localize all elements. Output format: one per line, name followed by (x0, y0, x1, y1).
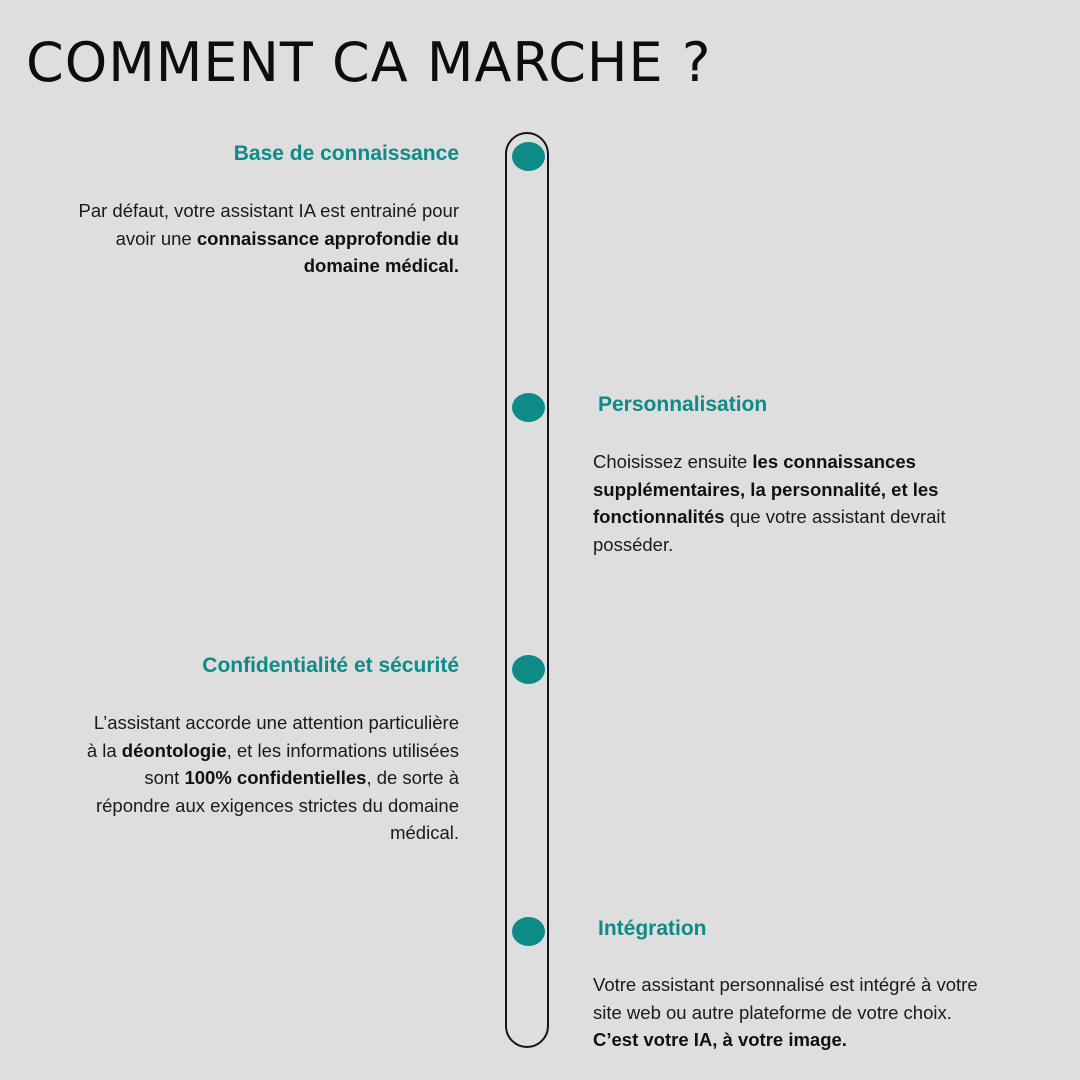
step-confidentialite-securite (79, 652, 459, 847)
step-description: Par défaut, votre assistant IA est entrainé pour avoir une connaissance approfondie du domaine médical. (78, 200, 459, 276)
step-personnalisation (593, 391, 988, 558)
step-description: Votre assistant personnalisé est intégré à votre site web ou autre plateforme de votre choix. C’est votre IA, à votre image. (593, 974, 978, 1050)
timeline-dot-2 (512, 393, 545, 422)
step-heading: Base de connaissance (233, 142, 459, 165)
step-heading: Confidentialité et sécurité (202, 654, 459, 677)
timeline-dot-4 (512, 917, 545, 946)
timeline-dot-1 (512, 142, 545, 171)
step-integration (593, 915, 983, 1054)
timeline-dot-3 (512, 655, 545, 684)
step-base-de-connaissance (59, 140, 459, 280)
step-heading: Intégration (598, 917, 707, 940)
step-description: L’assistant accorde une attention particulière à la déontologie, et les informations utilisées sont 100% confidentielles, de sorte à répondre aux exigences strictes du domaine médical. (86, 712, 459, 843)
step-heading: Personnalisation (598, 393, 768, 416)
timeline-track (505, 132, 549, 1048)
page-title: COMMENT CA MARCHE ? (26, 31, 712, 94)
step-description: Choisissez ensuite les connaissances supplémentaires, la personnalité, et les fonctionnalités que votre assistant devrait posséder. (593, 451, 946, 555)
